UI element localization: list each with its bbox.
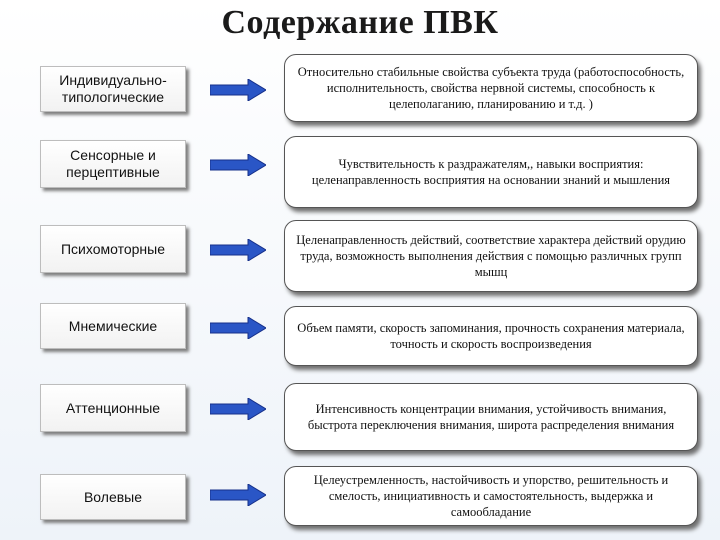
description-box: Целеустремленность, настойчивость и упорство, решительность и смелость, инициативность и самостоятельность, выдержка и самообладание [284,466,698,526]
page-title: Содержание ПВК [221,4,499,41]
arrow-right-icon [210,239,266,261]
category-box: Мнемические [40,303,186,349]
description-box: Объем памяти, скорость запоминания, прочность сохранения материала, точность и скорость воспроизведения [284,306,698,366]
arrow-right-icon [210,484,266,506]
arrow-right-icon [210,79,266,101]
category-box: Аттенционные [40,384,186,432]
arrow-right-icon [210,154,266,176]
description-box: Целенаправленность действий, соответствие характера действий орудию труда, возможность выполнения действия с помощью различных групп мышц [284,220,698,292]
description-box: Интенсивность концентрации внимания, устойчивость внимания, быстрота переключения внимания, широта распределения внимания [284,383,698,451]
category-box: Сенсорные и перцептивные [40,140,186,188]
category-box: Индивидуально-типологические [40,66,186,112]
description-box: Чувствительность к раздражателям,, навыки восприятия: целенаправленность восприятия на основании знаний и мышления [284,136,698,208]
description-box: Относительно стабильные свойства субъекта труда (работоспособность, исполнительность, свойства нервной системы, способность к целеполаганию, планированию и т.д. ) [284,54,698,122]
category-box: Волевые [40,474,186,520]
arrow-right-icon [210,317,266,339]
arrow-right-icon [210,398,266,420]
category-box: Психомоторные [40,225,186,273]
